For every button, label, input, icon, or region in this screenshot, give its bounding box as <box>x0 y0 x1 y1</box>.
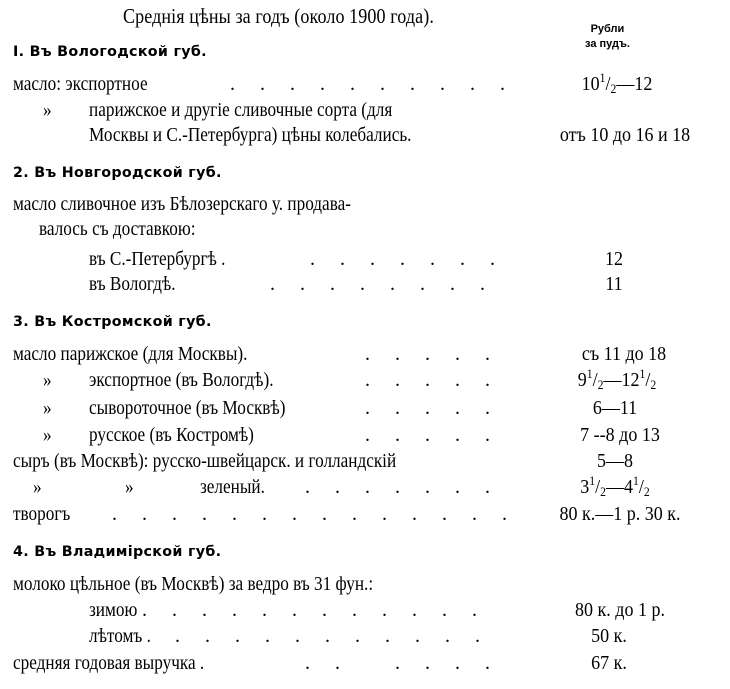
row-value: $9^1/_2—12^1/_2$ <box>577 366 657 392</box>
row-label: масло: экспортное <box>13 73 148 95</box>
value-part: —12 <box>603 369 640 391</box>
frac-den: 2 <box>650 377 657 392</box>
dot-leader: . . . . . . . . . . . <box>175 625 480 647</box>
row-label: сывороточное (въ Москвѣ) <box>89 397 286 419</box>
frac-num: 1 <box>639 366 646 381</box>
frac-den: 2 <box>643 484 650 499</box>
frac-den: 2 <box>610 81 617 96</box>
value-part: —12 <box>616 73 653 95</box>
ditto-mark: » <box>125 476 134 498</box>
row-value: отъ 10 до 16 и 18 <box>559 124 691 146</box>
dot-leader: . . . . . . . . <box>270 273 485 295</box>
row-label: зимою <box>89 599 138 621</box>
row-value: 80 к. до 1 р. <box>575 599 665 621</box>
dot-leader: . . . . . . . <box>310 248 495 270</box>
ditto-mark: » <box>43 397 52 419</box>
value-part: 10 <box>581 73 600 95</box>
frac-num: 1 <box>589 473 596 488</box>
dot-leader: . . . . . <box>365 369 490 391</box>
dot-leader: . . . . . . <box>305 652 490 674</box>
value-part: 3 <box>580 476 590 498</box>
row-value: 11 <box>605 273 623 295</box>
row-label: масло парижское (для Москвы). <box>13 343 248 365</box>
row-value: 80 к.—1 р. 30 к. <box>559 503 681 525</box>
row-label: парижское и другіе сливочные сорта (для <box>89 99 393 121</box>
frac-num: 1 <box>586 366 593 381</box>
row-label: въ С.-Петербургѣ . <box>89 248 226 270</box>
row-label: средняя годовая выручка . <box>13 652 205 674</box>
section-heading-kostroma: 3. Въ Костромской губ. <box>13 314 212 330</box>
ditto-mark: » <box>43 369 52 391</box>
row-label: молоко цѣльное (въ Москвѣ) за ведро въ 31 фун.: <box>13 573 374 595</box>
section-heading-novgorod: 2. Въ Новгородской губ. <box>13 165 222 181</box>
row-value: 5—8 <box>597 450 633 472</box>
dot-leader: . . . . . . . . . . <box>230 73 505 95</box>
ditto-mark: » <box>43 424 52 446</box>
unit-header-line1: Рубли <box>590 23 625 35</box>
row-value: 50 к. <box>591 625 627 647</box>
ditto-mark: » <box>33 476 42 498</box>
row-label: русское (въ Костромѣ) <box>89 424 254 446</box>
row-label: валось съ доставкою: <box>39 218 196 240</box>
row-value: съ 11 до 18 <box>581 343 667 365</box>
value-part: —4 <box>606 476 633 498</box>
row-label: Москвы и С.-Петербурга) цѣны колебались. <box>89 124 412 146</box>
dot-leader: . . . . . <box>365 343 490 365</box>
dot-leader: . . . . . . . . . . . . <box>142 599 477 621</box>
row-value: 12 <box>605 248 623 270</box>
frac-num: 1 <box>599 70 606 85</box>
frac-den: 2 <box>600 484 606 499</box>
frac-den: 2 <box>597 377 604 392</box>
row-label: творогъ <box>13 503 71 525</box>
row-label: зеленый. <box>200 476 265 498</box>
dot-leader: . . . . . <box>365 397 490 419</box>
page-title: Среднія цѣны за годъ (около 1900 года). <box>123 4 434 28</box>
value-part: 9 <box>577 369 587 391</box>
row-value: 7 --8 до 13 <box>580 424 660 446</box>
row-value: 6—11 <box>592 397 638 419</box>
section-heading-vladimir: 4. Въ Владимірской губ. <box>13 544 222 560</box>
unit-header <box>585 22 630 52</box>
dot-leader: . . . . . . . . . . . . . . <box>112 503 507 525</box>
dot-leader: . . . . . <box>365 424 490 446</box>
dot-leader: . . . . . . . <box>305 476 490 498</box>
row-value: $10^1/_2—12$ <box>581 70 653 96</box>
row-value: $3^1/_2—4^1/_2$ <box>580 473 650 499</box>
section-heading-vologda: I. Въ Вологодской губ. <box>13 44 207 60</box>
row-label: сыръ (въ Москвѣ): русско-швейцарск. и голландскій <box>13 450 397 472</box>
row-label: масло сливочное изъ Бѣлозерскаго у. продава- <box>13 193 351 215</box>
row-label: лѣтомъ . <box>89 625 151 647</box>
unit-header-line2: за пудъ. <box>585 38 630 50</box>
frac-num: 1 <box>633 473 639 488</box>
row-label: экспортное (въ Вологдѣ). <box>89 369 274 391</box>
row-label: въ Вологдѣ. <box>89 273 176 295</box>
ditto-mark: » <box>43 99 52 121</box>
row-value: 67 к. <box>591 652 627 674</box>
